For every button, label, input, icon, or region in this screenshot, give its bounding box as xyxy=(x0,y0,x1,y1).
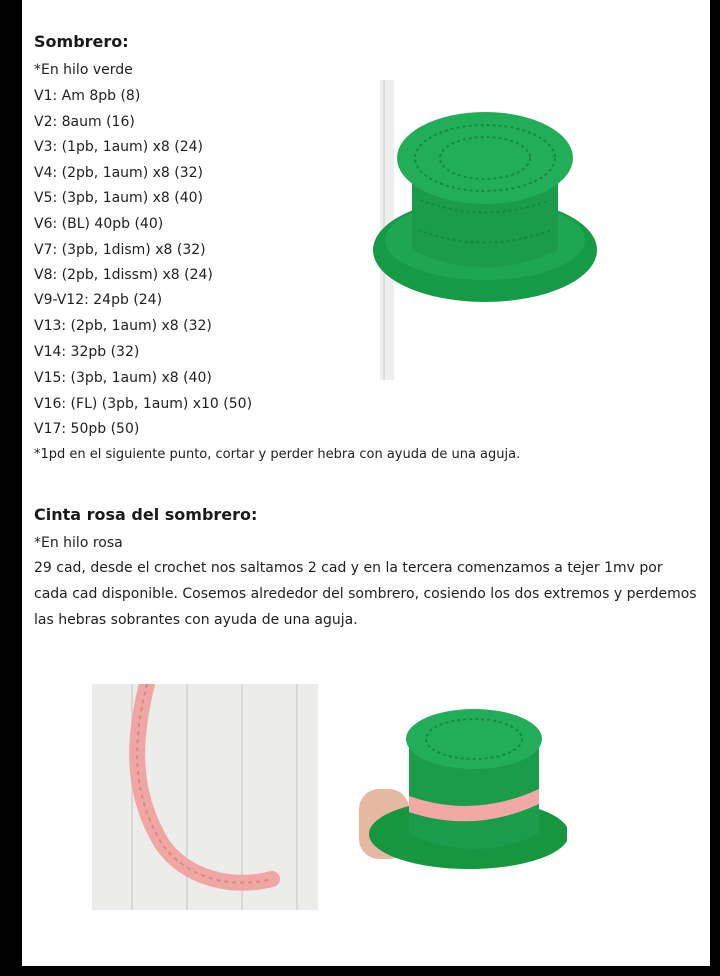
hat-with-ribbon-photo xyxy=(359,684,567,910)
green-hat-photo xyxy=(360,80,610,380)
sombrero-final-note: *1pd en el siguiente punto, cortar y perder hebra con ayuda de una aguja. xyxy=(34,447,521,462)
round-line: V7: (3pb, 1dism) x8 (32) xyxy=(34,242,206,258)
round-line: V1: Am 8pb (8) xyxy=(34,88,141,104)
sombrero-title: Sombrero: xyxy=(34,32,129,51)
hat-with-ribbon-illustration xyxy=(359,684,567,910)
round-line: V13: (2pb, 1aum) x8 (32) xyxy=(34,318,212,334)
round-line: V8: (2pb, 1dissm) x8 (24) xyxy=(34,267,213,283)
round-line: V14: 32pb (32) xyxy=(34,344,140,360)
cinta-line: las hebras sobrantes con ayuda de una aguja. xyxy=(34,612,358,628)
round-line: V6: (BL) 40pb (40) xyxy=(34,216,164,232)
round-line: V15: (3pb, 1aum) x8 (40) xyxy=(34,370,212,386)
cinta-line: cada cad disponible. Cosemos alrededor del sombrero, cosiendo los dos extremos y perdemos xyxy=(34,586,697,602)
cinta-line: 29 cad, desde el crochet nos saltamos 2 cad y en la tercera comenzamos a tejer 1mv por xyxy=(34,560,663,576)
round-line: V2: 8aum (16) xyxy=(34,114,135,130)
green-hat-illustration xyxy=(360,80,610,380)
pink-ribbon-illustration xyxy=(92,684,318,910)
round-line: V4: (2pb, 1aum) x8 (32) xyxy=(34,165,203,181)
pink-ribbon-photo xyxy=(92,684,318,910)
document-page xyxy=(22,0,710,966)
cinta-note: *En hilo rosa xyxy=(34,535,123,551)
cinta-title: Cinta rosa del sombrero: xyxy=(34,505,258,524)
round-line: V9-V12: 24pb (24) xyxy=(34,292,163,308)
round-line: V17: 50pb (50) xyxy=(34,421,140,437)
sombrero-note: *En hilo verde xyxy=(34,62,133,78)
round-line: V16: (FL) (3pb, 1aum) x10 (50) xyxy=(34,396,253,412)
round-line: V3: (1pb, 1aum) x8 (24) xyxy=(34,139,203,155)
round-line: V5: (3pb, 1aum) x8 (40) xyxy=(34,190,203,206)
